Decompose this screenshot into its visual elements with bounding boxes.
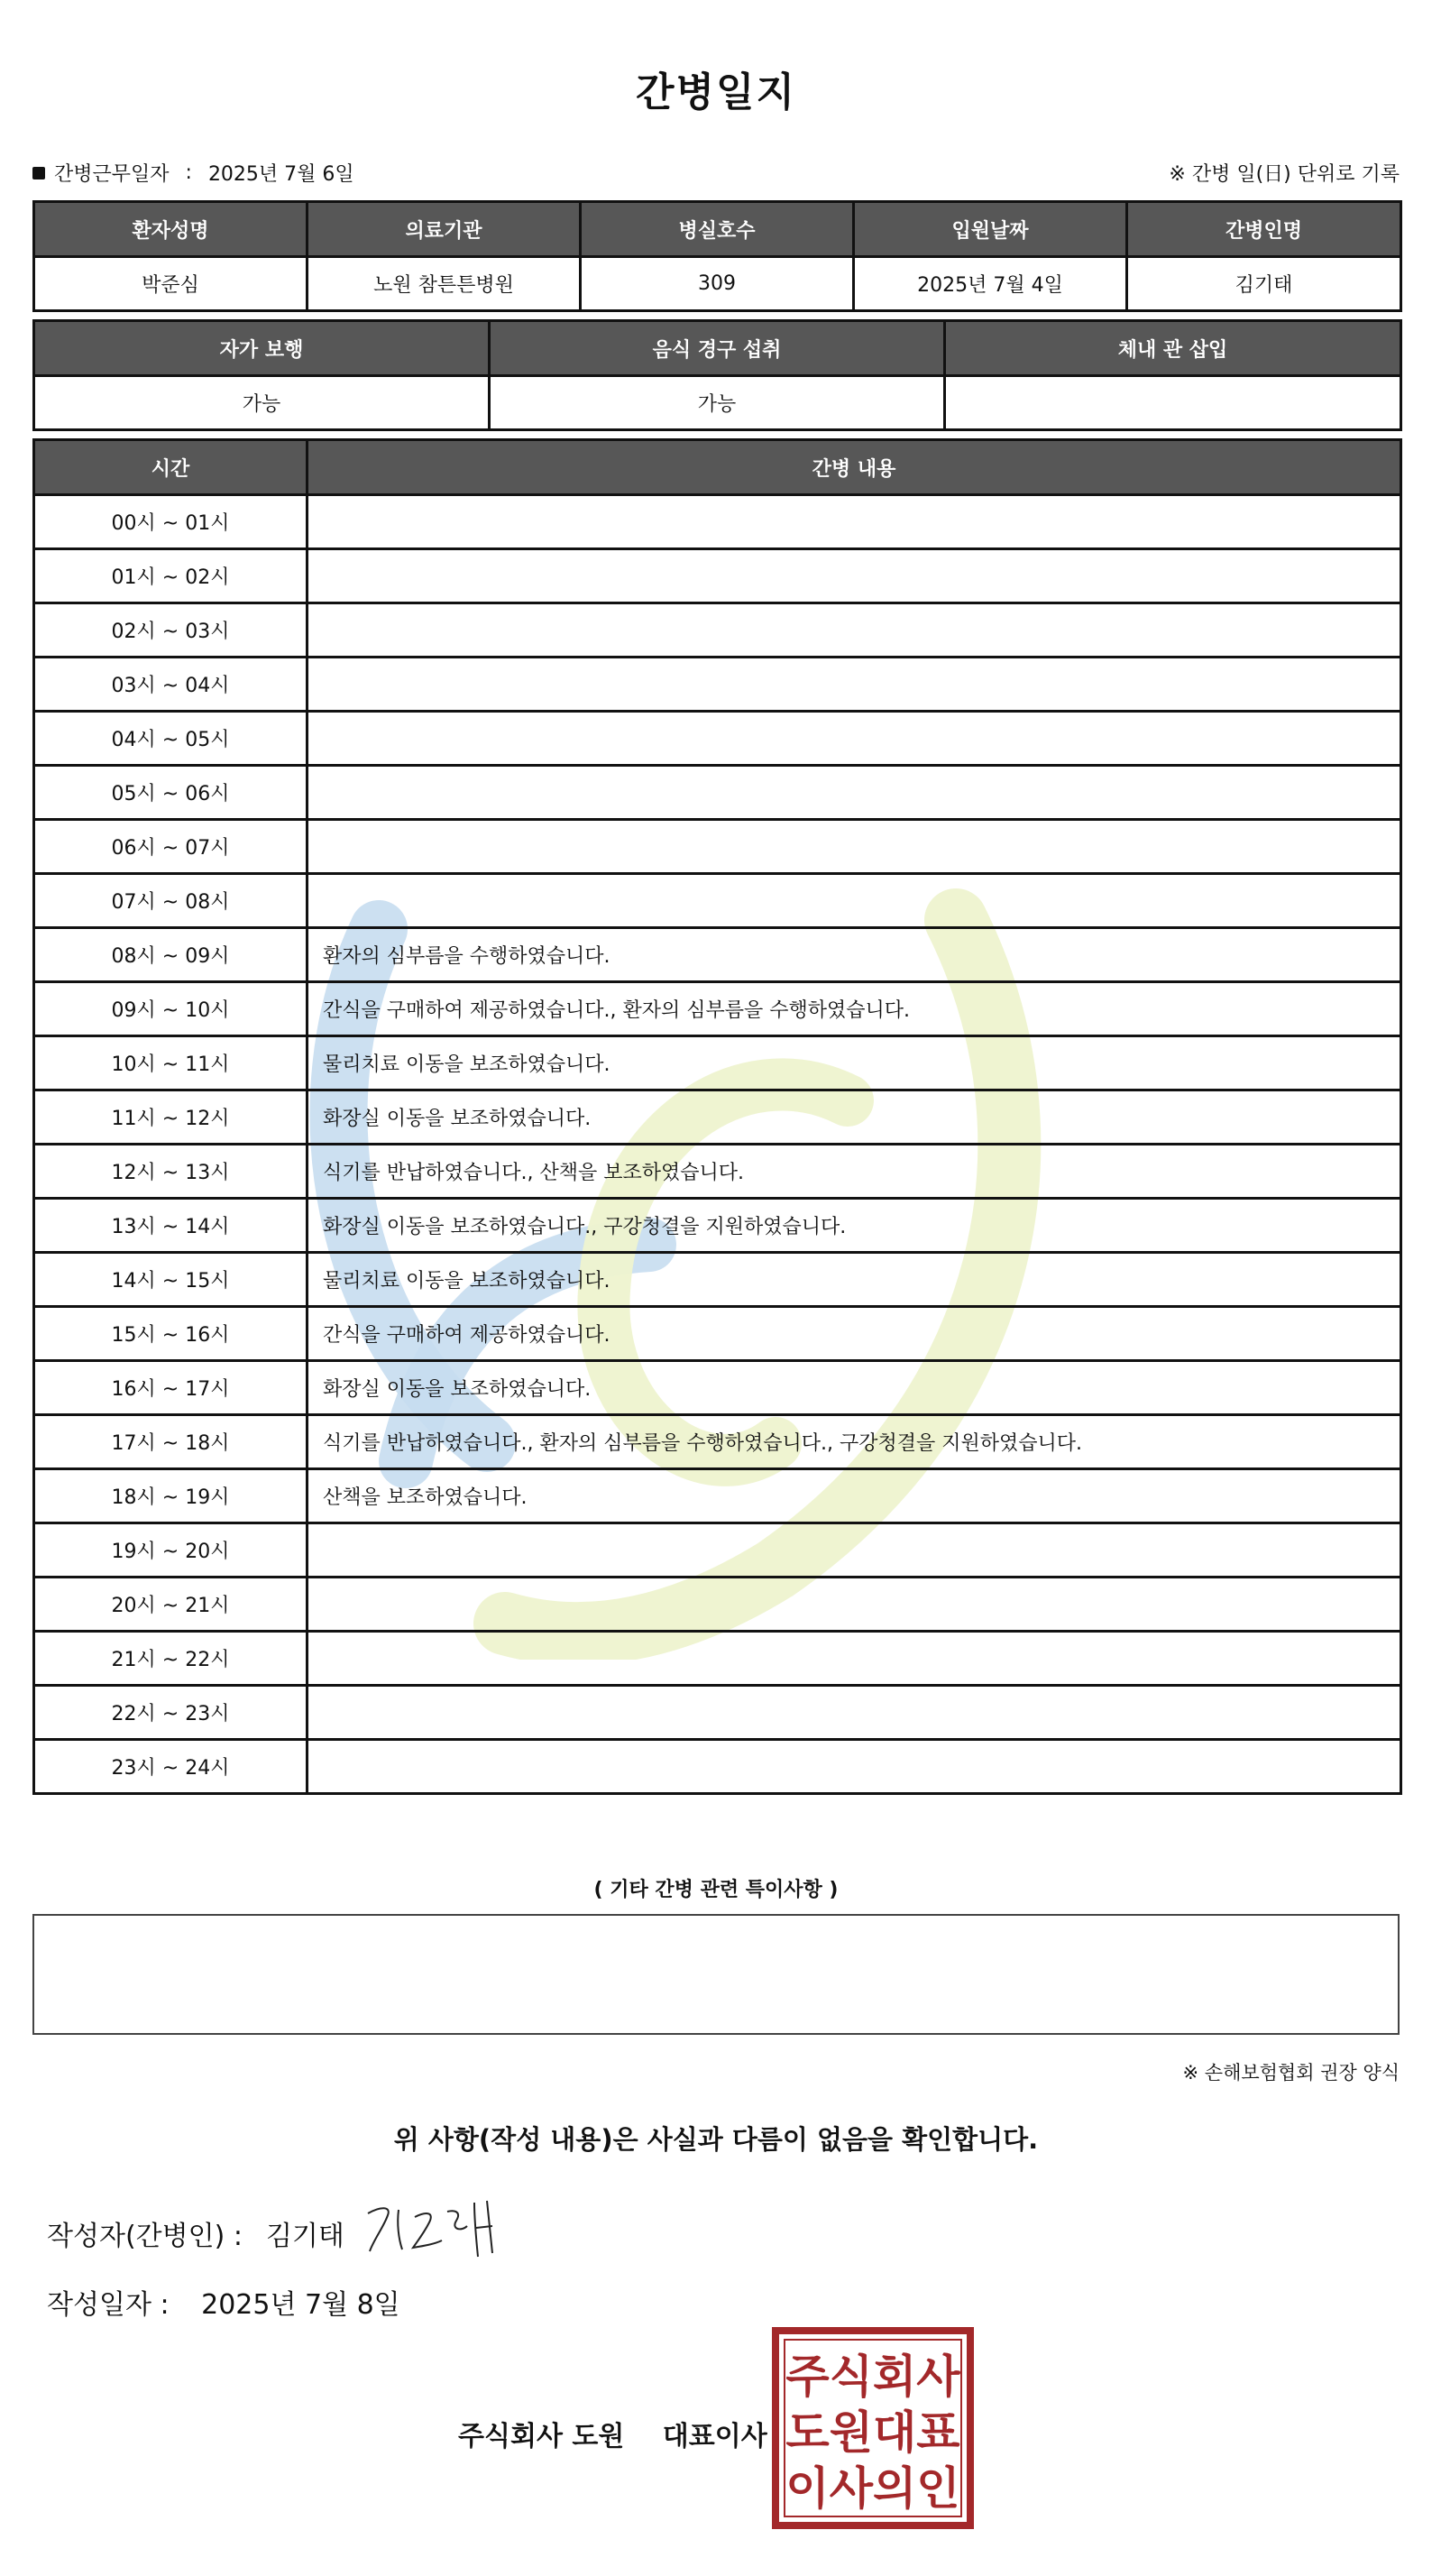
care-log-row [34, 1415, 1401, 1469]
care-log-time: 09시 ~ 10시 [34, 982, 308, 1036]
care-log-time: 19시 ~ 20시 [34, 1523, 308, 1578]
handwritten-signature [361, 2194, 514, 2262]
care-log-row [34, 1145, 1401, 1199]
care-log-content [308, 549, 1401, 603]
care-log-row [34, 1036, 1401, 1090]
care-log-row [34, 495, 1401, 549]
header-caregiver-name: 간병인명 [1127, 202, 1401, 257]
bullet-square-icon [32, 167, 45, 179]
care-log-row [34, 1253, 1401, 1307]
confirmation-statement: 위 사항(작성 내용)은 사실과 다름이 없음을 확인합니다. [393, 2124, 1039, 2155]
care-log-time: 10시 ~ 11시 [34, 1036, 308, 1090]
work-date-value: 2025년 7월 6일 [207, 163, 354, 186]
care-log-row [34, 1578, 1401, 1632]
care-log-content [308, 1740, 1401, 1794]
care-log-time: 08시 ~ 09시 [34, 928, 308, 982]
care-log-time: 05시 ~ 06시 [34, 766, 308, 820]
work-date-label: 간병근무일자 [54, 163, 170, 186]
company-name: 주식회사 도원 [458, 2421, 625, 2452]
care-log-body [34, 495, 1401, 1794]
care-log-row [34, 1090, 1401, 1145]
work-date-separator: : [185, 161, 192, 184]
care-log-row [34, 928, 1401, 982]
care-log-content: 환자의 심부름을 수행하였습니다. [308, 928, 1401, 982]
patient-info-header-row [34, 202, 1401, 257]
writer-line [47, 2213, 344, 2253]
room-number: 309 [581, 257, 854, 311]
meta-row [32, 159, 1400, 191]
care-log-row [34, 874, 1401, 928]
care-log-time: 18시 ~ 19시 [34, 1469, 308, 1523]
header-patient-name: 환자성명 [34, 202, 308, 257]
care-log-time: 06시 ~ 07시 [34, 820, 308, 874]
header-oral-intake: 음식 경구 섭취 [490, 321, 945, 376]
care-log-row [34, 1307, 1401, 1361]
header-room: 병실호수 [581, 202, 854, 257]
header-care-content: 간병 내용 [308, 440, 1401, 495]
svg-text:이사의인: 이사의인 [785, 2462, 960, 2515]
care-log-row [34, 1469, 1401, 1523]
notes-title: ( 기타 간병 관련 특이사항 ) [593, 1879, 839, 1901]
writer-label: 작성자(간병인) : [47, 2221, 243, 2252]
company-line [458, 2414, 767, 2453]
notes-box [32, 1914, 1400, 2035]
care-log-content [308, 820, 1401, 874]
care-log-row [34, 982, 1401, 1036]
care-log-time: 01시 ~ 02시 [34, 549, 308, 603]
care-log-row [34, 1740, 1401, 1794]
care-log-time: 21시 ~ 22시 [34, 1632, 308, 1686]
care-log-row [34, 1199, 1401, 1253]
care-log-content: 식기를 반납하였습니다., 산책을 보조하였습니다. [308, 1145, 1401, 1199]
header-admission-date: 입원날짜 [854, 202, 1127, 257]
company-seal-stamp [772, 2327, 974, 2529]
care-log-row [34, 820, 1401, 874]
header-time: 시간 [34, 440, 308, 495]
written-date-line [47, 2282, 400, 2322]
care-log-time: 15시 ~ 16시 [34, 1307, 308, 1361]
care-log-content: 물리치료 이동을 보조하였습니다. [308, 1253, 1401, 1307]
care-log-row [34, 603, 1401, 658]
care-log-content: 화장실 이동을 보조하였습니다. [308, 1090, 1401, 1145]
care-log-content: 간식을 구매하여 제공하였습니다., 환자의 심부름을 수행하였습니다. [308, 982, 1401, 1036]
care-log-content: 간식을 구매하여 제공하였습니다. [308, 1307, 1401, 1361]
status-value-row [34, 376, 1401, 430]
oral-intake-value: 가능 [490, 376, 945, 430]
daily-record-note: ※ 간병 일(日) 단위로 기록 [1169, 163, 1400, 186]
care-log-content: 화장실 이동을 보조하였습니다., 구강청결을 지원하였습니다. [308, 1199, 1401, 1253]
care-log-content: 식기를 반납하였습니다., 환자의 심부름을 수행하였습니다., 구강청결을 지원하였습니다. [308, 1415, 1401, 1469]
care-log-time: 14시 ~ 15시 [34, 1253, 308, 1307]
self-walking-value: 가능 [34, 376, 490, 430]
care-log-content [308, 658, 1401, 712]
care-log-row [34, 549, 1401, 603]
care-log-time: 04시 ~ 05시 [34, 712, 308, 766]
header-self-walking: 자가 보행 [34, 321, 490, 376]
care-log-row [34, 1686, 1401, 1740]
care-log-row [34, 658, 1401, 712]
care-log-content [308, 1523, 1401, 1578]
care-log-content: 화장실 이동을 보조하였습니다. [308, 1361, 1401, 1415]
care-log-time: 16시 ~ 17시 [34, 1361, 308, 1415]
care-log-row [34, 1632, 1401, 1686]
work-date [32, 159, 354, 187]
header-tube-insertion: 체내 관 삽입 [945, 321, 1401, 376]
writer-name: 김기태 [265, 2221, 344, 2252]
care-log-time: 00시 ~ 01시 [34, 495, 308, 549]
care-log-time: 12시 ~ 13시 [34, 1145, 308, 1199]
svg-text:도원대표: 도원대표 [785, 2406, 960, 2459]
care-log-content [308, 1578, 1401, 1632]
care-log-content [308, 1686, 1401, 1740]
care-log-content [308, 1632, 1401, 1686]
care-log-row [34, 1361, 1401, 1415]
patient-info-table [32, 200, 1402, 312]
care-log-header-row [34, 440, 1401, 495]
care-log-row [34, 766, 1401, 820]
care-log-content: 산책을 보조하였습니다. [308, 1469, 1401, 1523]
patient-info-value-row [34, 257, 1401, 311]
care-log-time: 07시 ~ 08시 [34, 874, 308, 928]
admission-date: 2025년 7월 4일 [854, 257, 1127, 311]
care-log-time: 02시 ~ 03시 [34, 603, 308, 658]
care-log-content: 물리치료 이동을 보조하였습니다. [308, 1036, 1401, 1090]
care-log-time: 11시 ~ 12시 [34, 1090, 308, 1145]
care-log-time: 13시 ~ 14시 [34, 1199, 308, 1253]
written-date-label: 작성일자 : [47, 2289, 170, 2321]
form-source-note: ※ 손해보험협회 권장 양식 [1182, 2062, 1400, 2084]
care-log-time: 20시 ~ 21시 [34, 1578, 308, 1632]
care-log-row [34, 1523, 1401, 1578]
care-log-time: 03시 ~ 04시 [34, 658, 308, 712]
status-header-row [34, 321, 1401, 376]
tube-insertion-value [945, 376, 1401, 430]
written-date-value: 2025년 7월 8일 [201, 2289, 400, 2321]
care-log-row [34, 712, 1401, 766]
care-log-time: 23시 ~ 24시 [34, 1740, 308, 1794]
care-log-table [32, 438, 1402, 1795]
care-log-content [308, 712, 1401, 766]
header-hospital: 의료기관 [308, 202, 581, 257]
care-log-content [308, 495, 1401, 549]
patient-status-table [32, 319, 1402, 431]
company-representative: 대표이사 [662, 2421, 767, 2452]
care-log-time: 22시 ~ 23시 [34, 1686, 308, 1740]
page-title: 간병일지 [635, 69, 796, 115]
patient-name: 박준심 [34, 257, 308, 311]
care-log-content [308, 603, 1401, 658]
caregiver-name: 김기태 [1127, 257, 1401, 311]
svg-text:주식회사: 주식회사 [785, 2351, 960, 2403]
care-log-time: 17시 ~ 18시 [34, 1415, 308, 1469]
hospital-name: 노원 참튼튼병원 [308, 257, 581, 311]
care-log-content [308, 766, 1401, 820]
care-log-content [308, 874, 1401, 928]
